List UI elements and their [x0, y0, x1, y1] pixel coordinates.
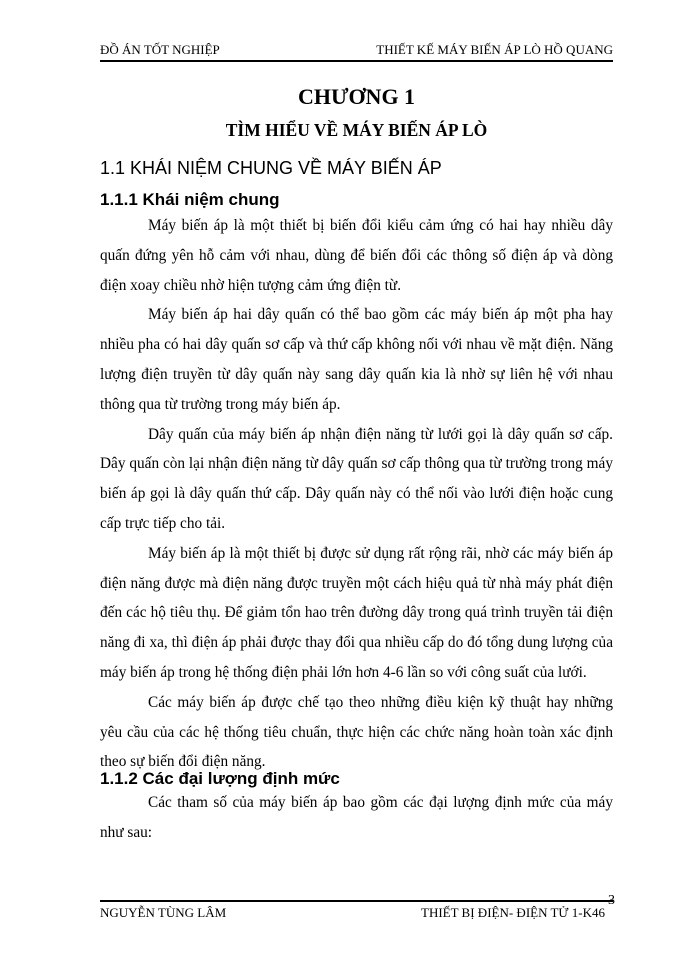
header-right-text: THIẾT KẾ MÁY BIẾN ÁP LÒ HỒ QUANG	[376, 42, 613, 57]
paragraph: Các máy biến áp được chế tạo theo những điều kiện kỹ thuật hay những yêu cầu của các hệ thống tiêu chuẩn, thực hiện các chức năng hoàn toàn xác định theo sự biến đổi điện năng.	[100, 693, 613, 771]
paragraph: Máy biến áp là một thiết bị được sử dụng rất rộng rãi, nhờ các máy biến áp điện năng được mà điện năng được truyền một cách hiệu quả từ nhà máy phát điện đến các hộ tiêu thụ. Để giảm tổn hao trên đường dây trong quá trình truyền tải điện năng đi xa, thì điện áp phải được thay đổi qua nhiều cấp do đó tổng dung lượng của máy biến áp trong hệ thống điện phải lớn hơn 4-6 lần so với công suất của lưới.	[100, 544, 613, 681]
page-header	[100, 40, 613, 62]
subsection-heading-1-1-1: 1.1.1 Khái niệm chung	[100, 190, 280, 209]
page-number: 3	[608, 893, 615, 908]
section-heading-1-1: 1.1 KHÁI NIỆM CHUNG VỀ MÁY BIẾN ÁP	[100, 158, 442, 178]
subsection-1-1-2-body	[100, 788, 613, 848]
header-left-text: ĐỒ ÁN TỐT NGHIỆP	[100, 42, 220, 57]
paragraph: Máy biến áp là một thiết bị biến đổi kiểu cảm ứng có hai hay nhiều dây quấn đứng yên hỗ cảm với nhau, dùng để biến đổi các thông số điện áp và dòng điện xoay chiều nhờ hiện tượng cảm ứng điện từ.	[100, 217, 613, 294]
paragraph: Dây quấn của máy biến áp nhận điện năng từ lưới gọi là dây quấn sơ cấp. Dây quấn còn lại nhận điện năng từ dây quấn sơ cấp thông qua từ trường trong máy biến áp gọi là dây quấn thứ cấp. Dây quấn này có thể nối vào lưới điện hoặc cung cấp trực tiếp cho tải.	[100, 425, 613, 532]
footer-course: THIẾT BỊ ĐIỆN- ĐIỆN TỬ 1-K46	[421, 905, 605, 920]
page-footer	[100, 900, 613, 920]
subsection-heading-1-1-2: 1.1.2 Các đại lượng định mức	[100, 769, 340, 788]
subsection-1-1-1-body	[100, 211, 613, 777]
chapter-subtitle: TÌM HIỂU VỀ MÁY BIẾN ÁP LÒ	[225, 120, 488, 140]
paragraph: Máy biến áp hai dây quấn có thể bao gồm các máy biến áp một pha hay nhiều pha có hai dây quấn sơ cấp và thứ cấp không nối với nhau về mặt điện. Năng lượng điện truyền từ dây quấn này sang dây quấn kia là nhờ sự liên hệ với nhau thông qua từ trường trong máy biến áp.	[100, 306, 613, 413]
chapter-title: CHƯƠNG 1	[297, 84, 416, 109]
paragraph: Các tham số của máy biến áp bao gồm các đại lượng định mức của máy như sau:	[100, 794, 613, 841]
footer-author: NGUYỄN TÙNG LÂM	[100, 905, 227, 920]
